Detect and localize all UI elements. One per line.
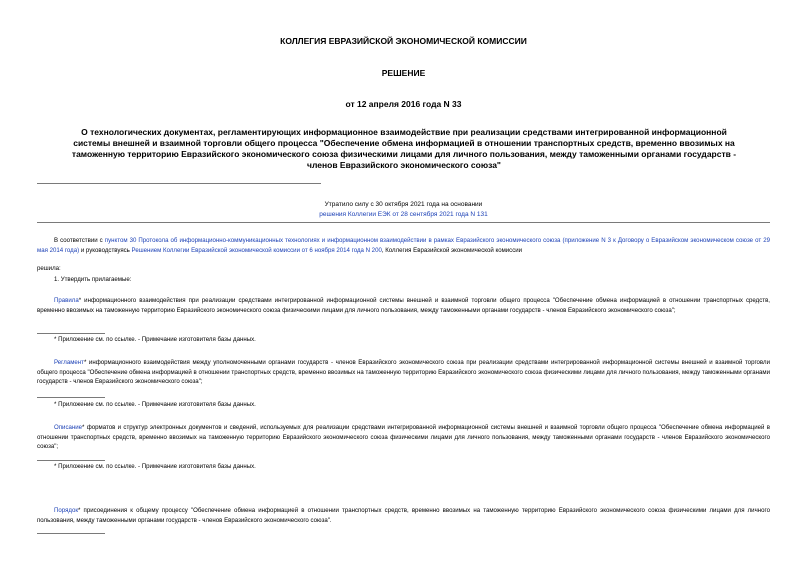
procedure-link[interactable]: Порядок (54, 507, 79, 514)
footnote-divider-1 (37, 333, 105, 334)
footnote-divider-2 (37, 397, 105, 398)
footnote-2: * Приложение см. по ссылке. - Примечание изготовителя базы данных. (54, 401, 256, 408)
status-divider (37, 222, 770, 223)
document-title: О технологических документах, регламентирующих информационное взаимодействие при реализации средствами интегрированной информационной системы внешней и взаимной торговли общего процесса "Обеспечение обмена информацией в отношении транспортных средств, временно ввозимых на таможенную территорию Евразийского экономического союза физическими лицами для личного пользования, между таможенными органами государств - членов Евразийского экономического союза" (71, 127, 737, 170)
document-date-number: от 12 апреля 2016 года N 33 (345, 99, 462, 109)
decided-label: решила: (37, 265, 61, 272)
description-link[interactable]: Описание (54, 424, 83, 431)
preamble-intro: В соответствии с (54, 237, 105, 244)
protocol-link[interactable]: пунктом 30 Протокола об информационно-коммуникационных технологиях и информационном взаимодействии в рамках Евразийского экономического союза (приложение N 3 к Договору о Евразийском экономическом союзе от 29 мая 2014 года) (37, 237, 770, 254)
list-item-description (37, 423, 770, 452)
status-note: Утратило силу с 30 октября 2021 года на основании (324, 201, 483, 208)
status-link[interactable]: решения Коллегии ЕЭК от 28 сентября 2021 года N 131 (319, 211, 488, 218)
footnote-divider-4 (37, 533, 105, 534)
title-divider (37, 183, 321, 184)
footnote-divider-3 (37, 460, 105, 461)
item-1: 1. Утвердить прилагаемые: (54, 276, 132, 283)
regulation-link[interactable]: Регламент (54, 359, 84, 366)
description-text: * форматов и структур электронных документов и сведений, используемых для реализации средствами интегрированной информационной системы внешней и взаимной торговли общего процесса "Обеспечение обмена информацией в отношении транспортных средств, временно ввозимых на таможенную территорию Евразийского экономического союза физическими лицами для личного пользования, между таможенными органами государств - членов Евразийского экономического союза"; (37, 424, 770, 451)
document-type: РЕШЕНИЕ (381, 68, 426, 78)
preamble-end: , Коллегия Евразийской экономической комиссии (381, 246, 523, 254)
rules-text: * информационного взаимодействия при реализации средствами интегрированной информационной системы внешней и взаимной торговли общего процесса "Обеспечение обмена информацией в отношении транспортных средств, временно ввозимых на таможенную территорию Евразийского экономического союза физическими лицами для личного пользования, между таможенными органами государств - членов Евразийского экономического союза"; (37, 297, 770, 314)
preamble-paragraph (37, 236, 770, 255)
procedure-text: * присоединения к общему процессу "Обеспечение обмена информацией в отношении транспортных средств, временно ввозимых на таможенную территорию Евразийского экономического союза физическими лицами для личного пользования, между таможенными органами государств - членов Евразийского экономического союза". (37, 507, 770, 524)
regulation-text: * информационного взаимодействия между уполномоченными органами государств - членов Евразийского экономического союза при реализации средствами интегрированной информационной системы внешней и взаимной торговли общего процесса "Обеспечение обмена информацией в отношении транспортных средств, временно ввозимых на таможенную территорию Евразийского экономического союза физическими лицами для личного пользования, между таможенными органами государств - членов Евразийского экономического союза"; (37, 359, 770, 386)
list-item-procedure (37, 506, 770, 525)
footnote-3: * Приложение см. по ссылке. - Примечание изготовителя базы данных. (54, 463, 256, 470)
decision-200-link[interactable]: Решением Коллегии Евразийской экономической комиссии от 6 ноября 2014 года N 200 (131, 246, 382, 254)
list-item-regulation (37, 358, 770, 387)
footnote-1: * Приложение см. по ссылке. - Примечание изготовителя базы данных. (54, 336, 256, 343)
list-item-rules (37, 296, 770, 315)
preamble-mid: и руководствуясь (79, 246, 132, 254)
organization-heading: КОЛЛЕГИЯ ЕВРАЗИЙСКОЙ ЭКОНОМИЧЕСКОЙ КОМИССИИ (280, 36, 527, 46)
rules-link[interactable]: Правила (54, 297, 79, 304)
